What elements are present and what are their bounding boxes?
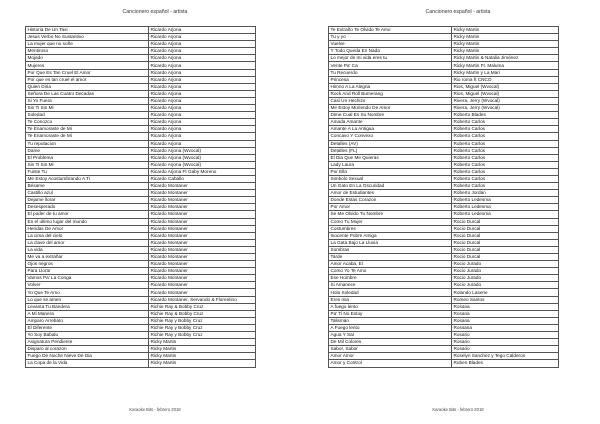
song-title: La vida [26,246,149,253]
artist-name: Ricardo Montaner [149,211,256,218]
table-row [26,296,256,303]
table-row [329,62,559,69]
table-row [26,154,256,161]
song-title: A Mi Manera [26,310,149,317]
artist-name: Ricardo Montaner [149,204,256,211]
artist-name: Rosana [452,317,559,324]
artist-name: Ricky Martin Ft. Maluma [452,62,559,69]
table-row [26,119,256,126]
song-title: Por que es tan cruel el amor [26,76,149,83]
table-row [329,55,559,62]
table-row [329,282,559,289]
table-row [329,261,559,268]
artist-name: Ricky Martin & Natalia Jiménez [452,55,559,62]
song-title: Un Gato En La Oscuridad [329,183,452,190]
table-row [26,62,256,69]
song-title: Lady Laura [329,161,452,168]
artist-name: Rocio Jurado [452,282,559,289]
table-row [329,90,559,97]
artist-name: Rocio Durcal [452,232,559,239]
song-title: Te Enamoraste de Mi [26,133,149,140]
artist-name: Ricky Martin [149,339,256,346]
artist-name: Ricardo Arjona [149,34,256,41]
song-title: Lo que se amen [26,296,149,303]
artist-name: Richie Ray & Bobby Cruz [149,310,256,317]
table-row [329,119,559,126]
artist-name: Ricardo Montaner [149,275,256,282]
song-title: Amada Amante [329,119,452,126]
artist-name: Romeo Santos [452,296,559,303]
artist-name: Ricky Martin [149,346,256,353]
artist-name: Roberto Carlos [452,175,559,182]
artist-name: Roberto Carlos [452,126,559,133]
artist-name: Rocio Durcal [452,246,559,253]
song-title: Te Extraño Te Olvido Te Amo [329,27,452,34]
artist-name: Ricardo Arjona [149,48,256,55]
artist-name: Ricardo Caballo [149,175,256,182]
table-row [329,346,559,353]
table-row [26,317,256,324]
artist-name: Roberto Carlos [452,147,559,154]
table-row [329,225,559,232]
artist-name: Ricky Martin [452,27,559,34]
song-title: Vente Pa' Ca [329,62,452,69]
table-row [329,154,559,161]
table-row [26,27,256,34]
song-title: El poder de tu amor [26,211,149,218]
artist-name: Ricardo Montaner [149,268,256,275]
table-row [26,204,256,211]
song-title: Ese Hombre [329,275,452,282]
song-title: De Mil Colores [329,339,452,346]
table-row [26,161,256,168]
song-title: Bésame [26,183,149,190]
table-row [329,296,559,303]
artist-name: Ricardo Arjona [149,105,256,112]
song-title: Amante A La Antigua [329,126,452,133]
artist-name: Roberto Carlos [452,161,559,168]
song-title: La Gata Bajo La Lluvia [329,239,452,246]
artist-name: Ricky Martin [452,48,559,55]
song-title: Volver [26,282,149,289]
artist-name: Ricardo Arjona (Wvocal) [149,154,256,161]
artist-name: Rosario [452,332,559,339]
artist-name: Ricardo Montaner [149,246,256,253]
artist-name: Ricardo Montaner [149,261,256,268]
artist-name: Ricardo Arjona [149,126,256,133]
artist-name: Rios, Miguel (Wvocal) [452,83,559,90]
table-row [26,34,256,41]
song-title: Yo Que Te Amo [26,289,149,296]
artist-name: Ricardo Arjona (Wvocal) [149,147,256,154]
table-row [329,105,559,112]
song-title: La mujer que no soñe [26,41,149,48]
artist-name: Ricardo Arjona [149,119,256,126]
artist-name: Ricky Martin [149,360,256,367]
artist-name: Rocio Durcal [452,218,559,225]
table-row [26,97,256,104]
song-title: Asignatura Pendiente [26,339,149,346]
artist-name: Ricardo Arjona [149,76,256,83]
artist-name: Ricardo Arjona [149,90,256,97]
table-row [329,126,559,133]
song-title: Detalles (FL) [329,147,452,154]
song-title: El Problema [26,154,149,161]
artist-name: Roberto Carlos [452,183,559,190]
table-row [26,41,256,48]
artist-name: Richie Ray y Bobby Cruz [149,324,256,331]
song-title: Agua Y Sal [329,332,452,339]
table-row [26,346,256,353]
song-title: Sin Ti Sin Mi [26,161,149,168]
song-title: Como Tu Mujer [329,218,452,225]
artist-name: Roselyn Sanchez y Tego Calderon [452,353,559,360]
song-title: Amparo Arrebato [26,317,149,324]
table-row [26,332,256,339]
table-row [26,225,256,232]
artist-name: Ricardo Arjona Ft Gaby Moreno [149,168,256,175]
song-title: El Diferente [26,324,149,331]
artist-name: Rocio Durcal [452,239,559,246]
table-row [26,175,256,182]
table-row [329,317,559,324]
song-title: Me va a extrañar [26,254,149,261]
table-row [329,34,559,41]
right-page [313,0,600,424]
table-row [329,289,559,296]
artist-name: Richie Ray y Bobby Cruz [149,332,256,339]
table-row [26,140,256,147]
song-title: Amor y Control [329,360,452,367]
song-title: Vuelve [329,41,452,48]
song-title: Tu reputacion [26,140,149,147]
song-title: Tarde [329,254,452,261]
artist-name: Ricardo Montaner [149,232,256,239]
song-title: Heridas De Amor [26,225,149,232]
artist-name: Ricardo Arjona [149,55,256,62]
artist-name: Ricardo Montaner [149,225,256,232]
song-title: Fuego De Noche Nieve De Dia [26,353,149,360]
artist-name: Roberto Ledesma [452,204,559,211]
table-row [26,48,256,55]
song-title: Himno A La Alegria [329,83,452,90]
song-title: Dime Cual Es Su Nombre [329,112,452,119]
song-title: La Copa de la Vida [26,360,149,367]
table-row [329,254,559,261]
song-title: Inocente Pobre Amiga [329,232,452,239]
song-title: Si Yo Fuera [26,97,149,104]
table-row [329,41,559,48]
artist-name: Ricardo Montaner [149,183,256,190]
artist-name: Rosario [452,346,559,353]
song-title: Vamos Pa' La Conga [26,275,149,282]
table-row [26,254,256,261]
table-row [329,211,559,218]
song-title: A fuego lento [329,303,452,310]
table-row [329,339,559,346]
table-row [329,310,559,317]
artist-name: Ricardo Arjona [149,133,256,140]
artist-name: Ricardo Arjona [149,41,256,48]
table-row [26,275,256,282]
table-row [329,353,559,360]
table-row [329,324,559,331]
song-title: Simbolo Sexual [329,175,452,182]
song-title: Costumbres [329,225,452,232]
artist-name: Rios, Miguel (Wvocal) [452,90,559,97]
table-row [26,268,256,275]
table-row [26,133,256,140]
table-row [26,261,256,268]
table-row [26,126,256,133]
table-row [26,339,256,346]
song-title: Amor Acaba, El [329,261,452,268]
artist-name: Richie Ray & Bobby Cruz [149,303,256,310]
artist-name: Ricardo Montaner, Servando & Florentino [149,296,256,303]
table-row [26,190,256,197]
song-title: Señora De Las Cuatro Decadas [26,90,149,97]
table-row [329,69,559,76]
artist-name: Ricardo Montaner [149,197,256,204]
artist-name: Rocio Jurado [452,261,559,268]
artist-name: Ricky Martin [149,353,256,360]
song-title: Sin Ti Sin Mi [26,105,149,112]
table-row [329,112,559,119]
table-row [26,353,256,360]
left-songs-table [25,26,256,368]
artist-name: Rossana [452,324,559,331]
table-row [329,246,559,253]
table-row [26,360,256,367]
table-row [329,97,559,104]
artist-name: Rocio Durcal [452,254,559,261]
song-title: Fuiste Tu [26,168,149,175]
song-title: Castillo azul [26,190,149,197]
table-row [329,48,559,55]
song-title: Historia De Un Taxi [26,27,149,34]
artist-name: Rivera, Jerry (Wvocal) [452,105,559,112]
artist-name: Roberto Carlos [452,168,559,175]
table-row [329,133,559,140]
song-title: Mentiroso [26,48,149,55]
song-title: Para Llorar [26,268,149,275]
song-title: Me Estoy Muriendo De Amor [329,105,452,112]
artist-name: Roberto Carlos [452,119,559,126]
table-row [26,282,256,289]
artist-name: Ricardo Arjona [149,140,256,147]
song-title: Ojos negros [26,261,149,268]
artist-name: Roberto Blades [452,112,559,119]
table-row [26,310,256,317]
song-title: Desesperado [26,204,149,211]
artist-name: Ricardo Montaner [149,254,256,261]
table-row [329,332,559,339]
table-row [26,289,256,296]
table-row [329,204,559,211]
table-row [329,83,559,90]
song-title: Sabor, Sabor [329,346,452,353]
song-title: Rock And Roll Bumerang [329,90,452,97]
table-row [26,147,256,154]
table-row [329,275,559,282]
song-title: Amor Amor [329,353,452,360]
song-title: Disparo al corazon [26,346,149,353]
artist-name: Rosana [452,303,559,310]
artist-name: Roberto Jordan [452,190,559,197]
table-row [26,246,256,253]
table-row [329,360,559,367]
artist-name: Ricardo Arjona [149,112,256,119]
song-title: Mojado [26,55,149,62]
table-row [26,168,256,175]
song-title: La clave del amor [26,239,149,246]
table-row [26,232,256,239]
song-title: El Dia Que Me Quieras [329,154,452,161]
artist-name: Ricardo Montaner [149,218,256,225]
table-row [26,218,256,225]
artist-name: Rivera, Jerry (Wvocal) [452,97,559,104]
left-songs-body [26,27,256,368]
song-title: Mujeres [26,62,149,69]
artist-name: Ricardo Arjona [149,83,256,90]
song-title: Detalles (AV) [329,140,452,147]
song-title: Como Yo Te Amo [329,268,452,275]
right-page-footer: Karaoke Bits - febrero 2018 [432,407,484,412]
artist-name: Ricardo Montaner [149,282,256,289]
artist-name: Ricardo Montaner [149,190,256,197]
artist-name: Ricardo Arjona [149,97,256,104]
table-row [26,197,256,204]
song-title: Te Enamoraste de Mi [26,126,149,133]
artist-name: Rocio Jurado [452,275,559,282]
artist-name: Roberto Carlos [452,133,559,140]
table-row [329,175,559,182]
song-title: Por Amor [329,204,452,211]
song-title: Donde Estas Corazon [329,197,452,204]
song-title: Y Todo Queda En Nada [329,48,452,55]
song-title: Levanta Tu Bandera [26,303,149,310]
table-row [329,161,559,168]
table-row [329,140,559,147]
table-row [329,197,559,204]
table-row [329,27,559,34]
song-title: Pa' Ti No Estoy [329,310,452,317]
table-row [26,303,256,310]
song-title: Jesus Verbo No Sustantivo [26,34,149,41]
song-title: Soledad [26,112,149,119]
artist-name: Roberto Carlos [452,140,559,147]
artist-name: Rolando Laserie [452,289,559,296]
song-title: Si Amanece [329,282,452,289]
artist-name: Ricky Martin [452,34,559,41]
artist-name: Rocio Durcal [452,225,559,232]
left-page [10,0,300,424]
table-row [329,183,559,190]
artist-name: Rosana [452,310,559,317]
song-title: Concavo Y Convexo [329,133,452,140]
song-title: Hola Soledad [329,289,452,296]
table-row [26,211,256,218]
song-title: Lo mejor de mi vida eres tu [329,55,452,62]
song-title: A Fuego lento [329,324,452,331]
table-row [329,147,559,154]
song-title: Tu Recuerdo [329,69,452,76]
table-row [329,168,559,175]
song-title: Dame [26,147,149,154]
song-title: Sombras [329,246,452,253]
song-title: Eres mia [329,296,452,303]
table-row [26,90,256,97]
artist-name: Ricky Martin y La Mari [452,69,559,76]
table-row [26,76,256,83]
left-page-footer: Karaoke Bits - febrero 2018 [129,407,181,412]
song-title: Por Ella [329,168,452,175]
table-row [329,232,559,239]
table-row [26,105,256,112]
song-title: Quien Diria [26,83,149,90]
song-title: Me Estoy Acostumbrando A Ti [26,175,149,182]
table-row [26,239,256,246]
song-title: Casi Un Hechizo [329,97,452,104]
table-row [26,112,256,119]
right-page-header: Cancionero español - artista [425,9,491,15]
song-title: Tu y yo [329,34,452,41]
table-row [329,218,559,225]
artist-name: Roberto Carlos [452,154,559,161]
table-row [26,324,256,331]
song-title: La cima del cielo [26,232,149,239]
artist-name: Ricardo Arjona [149,62,256,69]
artist-name: Ricardo Montaner [149,289,256,296]
song-title: Yo Soy Babalu [26,332,149,339]
song-title: Te Conozco [26,119,149,126]
song-title: Amor de Estudiantes [329,190,452,197]
right-songs-table [328,26,559,368]
artist-name: Ricardo Arjona [149,27,256,34]
artist-name: Rosario [452,339,559,346]
song-title: Princesa [329,76,452,83]
artist-name: Ruben Blades [452,360,559,367]
right-songs-body [329,27,559,368]
table-row [329,76,559,83]
song-title: Dejame llorar [26,197,149,204]
table-row [329,190,559,197]
table-row [329,268,559,275]
artist-name: Ricky Martin [452,41,559,48]
table-row [26,83,256,90]
artist-name: Richie Ray y Bobby Cruz [149,317,256,324]
artist-name: Ricardo Arjona [149,69,256,76]
table-row [26,55,256,62]
table-row [26,183,256,190]
artist-name: Rocio Jurado [452,268,559,275]
song-title: Se Me Olvido Tu Nombre [329,211,452,218]
song-title: Por Que Es Tan Cruel El Amor [26,69,149,76]
artist-name: Ricardo Arjona (Wvocal) [149,161,256,168]
table-row [329,303,559,310]
artist-name: Rio roma ft CNCO [452,76,559,83]
table-row [329,239,559,246]
artist-name: Roberto Ledesma [452,211,559,218]
artist-name: Roberto Ledesma [452,197,559,204]
song-title: Talisman [329,317,452,324]
artist-name: Ricardo Montaner [149,239,256,246]
table-row [26,69,256,76]
left-page-header: Cancionero español - artista [122,9,188,15]
song-title: En el ultimo lugar del mundo [26,218,149,225]
